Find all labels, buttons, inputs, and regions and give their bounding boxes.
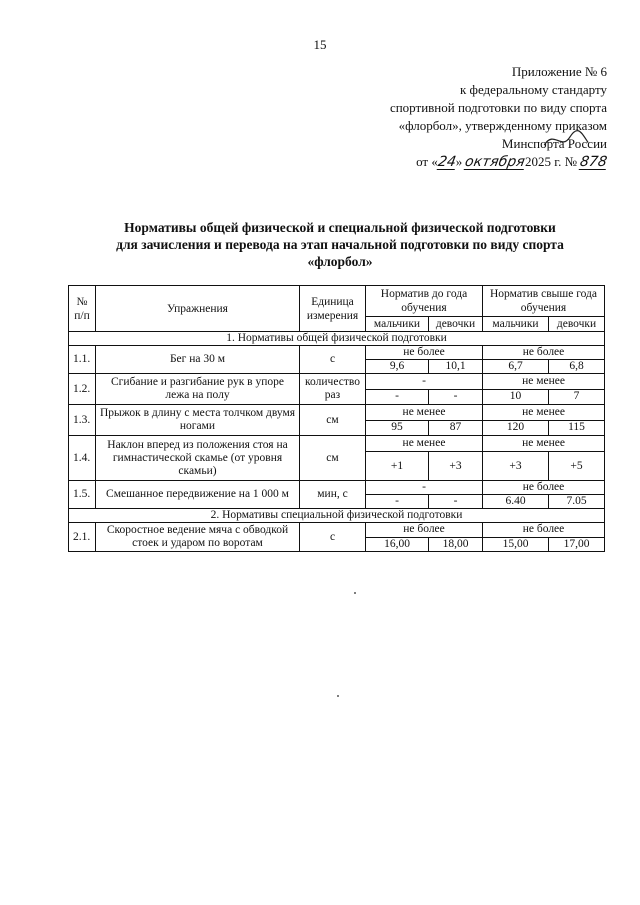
table-row xyxy=(69,481,605,495)
order-number: 878 xyxy=(578,154,609,170)
row-exercise: Наклон вперед из положения стоя на гимнастической скамье (от уровня скамьи) xyxy=(96,436,300,481)
boys-header: мальчики xyxy=(366,317,429,332)
row-condition: не менее xyxy=(483,436,605,452)
row-condition: не более xyxy=(483,346,605,360)
document-title xyxy=(60,219,620,270)
scan-speck xyxy=(337,695,339,697)
row-exercise: Сгибание и разгибание рук в упоре лежа на полу xyxy=(96,374,300,405)
value-cell: 9,6 xyxy=(366,360,429,374)
appendix-line: «флорбол», утвержденному приказом xyxy=(398,118,607,133)
value-cell: +3 xyxy=(483,452,549,481)
section-row xyxy=(69,509,605,523)
row-num: 1.5. xyxy=(69,481,96,509)
value-cell: +1 xyxy=(366,452,429,481)
row-condition: не более xyxy=(483,523,605,538)
row-exercise: Бег на 30 м xyxy=(96,346,300,374)
order-day: 24 xyxy=(436,154,458,170)
ministry-name: Минспорта России xyxy=(501,136,607,151)
appendix-line-signed xyxy=(287,135,607,153)
title-line: «флорбол» xyxy=(307,254,373,269)
value-cell: - xyxy=(429,495,483,509)
section-2-title: 2. Нормативы специальной физической подготовки xyxy=(69,509,605,523)
row-num: 1.3. xyxy=(69,405,96,436)
order-date-line xyxy=(287,153,607,171)
row-unit: см xyxy=(300,405,366,436)
boys-header: мальчики xyxy=(483,317,549,332)
value-cell: 10 xyxy=(483,389,549,405)
value-cell: 115 xyxy=(549,420,605,436)
signature-overlay xyxy=(502,135,607,153)
value-cell: +5 xyxy=(549,452,605,481)
col-until-year-header: Норматив до года обучения xyxy=(366,286,483,317)
table-row xyxy=(69,374,605,390)
col-exercise-header: Упражнения xyxy=(96,286,300,332)
appendix-line: спортивной подготовки по виду спорта xyxy=(389,100,607,115)
value-cell: 17,00 xyxy=(549,537,605,552)
col-over-year-header: Норматив свыше года обучения xyxy=(483,286,605,317)
value-cell: 87 xyxy=(429,420,483,436)
girls-header: девочки xyxy=(549,317,605,332)
row-num: 2.1. xyxy=(69,523,96,552)
section-1-title: 1. Нормативы общей физической подготовки xyxy=(69,332,605,346)
value-cell: 6,7 xyxy=(483,360,549,374)
row-exercise: Смешанное передвижение на 1 000 м xyxy=(96,481,300,509)
row-condition: не менее xyxy=(366,436,483,452)
table-row xyxy=(69,523,605,538)
scan-speck xyxy=(354,592,356,594)
value-cell: 18,00 xyxy=(429,537,483,552)
row-condition: не более xyxy=(483,481,605,495)
row-unit: с xyxy=(300,346,366,374)
value-cell: 7 xyxy=(549,389,605,405)
norms-table xyxy=(68,285,605,552)
row-condition: - xyxy=(366,481,483,495)
row-exercise: Прыжок в длину с места толчком двумя ногами xyxy=(96,405,300,436)
col-num-header: № п/п xyxy=(69,286,96,332)
appendix-block xyxy=(287,63,607,171)
date-year: 2025 г. № xyxy=(524,154,581,169)
table-row xyxy=(69,346,605,360)
date-mid: » xyxy=(455,154,466,169)
page-number: 15 xyxy=(313,37,327,52)
value-cell: 10,1 xyxy=(429,360,483,374)
value-cell: - xyxy=(429,389,483,405)
value-cell: 16,00 xyxy=(366,537,429,552)
value-cell: 95 xyxy=(366,420,429,436)
row-condition: не менее xyxy=(483,374,605,390)
value-cell: +3 xyxy=(429,452,483,481)
appendix-line: к федеральному стандарту xyxy=(459,82,607,97)
col-unit-header: Единица измерения xyxy=(300,286,366,332)
table-row xyxy=(69,436,605,452)
row-condition: не менее xyxy=(366,405,483,421)
row-num: 1.1. xyxy=(69,346,96,374)
row-unit: с xyxy=(300,523,366,552)
value-cell: 120 xyxy=(483,420,549,436)
row-condition: не более xyxy=(366,346,483,360)
value-cell: - xyxy=(366,389,429,405)
row-num: 1.4. xyxy=(69,436,96,481)
table-header-row xyxy=(69,286,605,317)
value-cell: - xyxy=(366,495,429,509)
date-prefix: от « xyxy=(416,154,438,169)
row-unit: см xyxy=(300,436,366,481)
value-cell: 6,8 xyxy=(549,360,605,374)
row-condition: - xyxy=(366,374,483,390)
row-condition: не более xyxy=(366,523,483,538)
girls-header: девочки xyxy=(429,317,483,332)
row-unit: мин, с xyxy=(300,481,366,509)
row-num: 1.2. xyxy=(69,374,96,405)
order-month: октября xyxy=(464,154,527,170)
title-line: для зачисления и перевода на этап начальной подготовки по виду спорта xyxy=(116,237,564,252)
value-cell: 15,00 xyxy=(483,537,549,552)
value-cell: 6.40 xyxy=(483,495,549,509)
section-row xyxy=(69,332,605,346)
value-cell: 7.05 xyxy=(549,495,605,509)
row-unit: количество раз xyxy=(300,374,366,405)
appendix-line: Приложение № 6 xyxy=(511,64,607,79)
table-row xyxy=(69,405,605,421)
title-line: Нормативы общей физической и специальной физической подготовки xyxy=(124,220,556,235)
row-exercise: Скоростное ведение мяча с обводкой стоек и ударом по воротам xyxy=(96,523,300,552)
row-condition: не менее xyxy=(483,405,605,421)
